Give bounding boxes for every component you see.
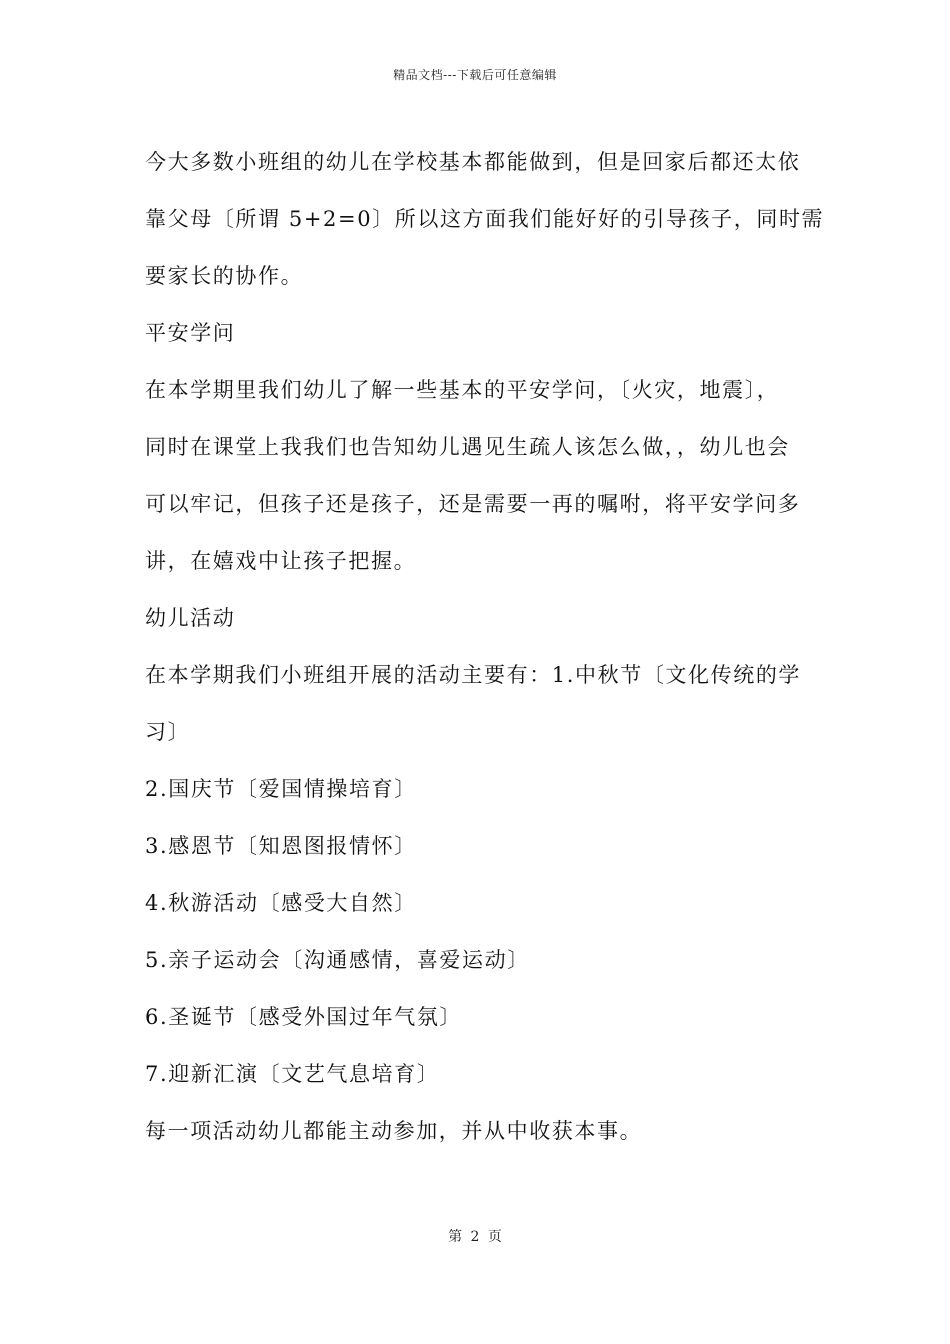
paragraph-line: 在本学期里我们幼儿了解一些基本的平安学问，〔火灾，地震〕，	[145, 378, 780, 402]
activity-item: 2.国庆节〔爱国情操培育〕	[145, 777, 417, 801]
paragraph-line: 可以牢记，但孩子还是孩子，还是需要一再的嘱咐，将平安学问多	[145, 492, 801, 516]
activity-item: 5.亲子运动会〔沟通感情，喜爱运动〕	[145, 948, 530, 972]
activity-item: 7.迎新汇演〔文艺气息培育〕	[145, 1062, 440, 1086]
paragraph-line: 每一项活动幼儿都能主动参加，并从中收获本事。	[145, 1119, 643, 1143]
activity-item: 6.圣诞节〔感受外国过年气氛〕	[145, 1005, 463, 1029]
paragraph-line: 靠父母〔所谓 5+2=0〕所以这方面我们能好好的引导孩子，同时需	[145, 207, 825, 231]
paragraph-line: 习〕	[145, 720, 191, 744]
page-number: 第 2 页	[448, 1229, 502, 1245]
paragraph-line: 今大多数小班组的幼儿在学校基本都能做到，但是回家后都还太依	[145, 150, 801, 174]
paragraph-line: 要家长的协作。	[145, 264, 304, 288]
section-heading-activities: 幼儿活动	[145, 606, 236, 630]
page-header: 精品文档---下载后可任意编辑	[393, 68, 557, 82]
paragraph-line: 同时在课堂上我我们也告知幼儿遇见生疏人该怎么做，，幼儿也会	[145, 435, 790, 459]
section-heading-safety: 平安学问	[145, 321, 236, 345]
activity-item: 3.感恩节〔知恩图报情怀〕	[145, 834, 417, 858]
paragraph-line: 讲，在嬉戏中让孩子把握。	[145, 549, 417, 573]
activity-item: 4.秋游活动〔感受大自然〕	[145, 891, 417, 915]
paragraph-line: 在本学期我们小班组开展的活动主要有：1.中秋节〔文化传统的学	[145, 663, 802, 687]
document-body	[145, 134, 825, 1160]
